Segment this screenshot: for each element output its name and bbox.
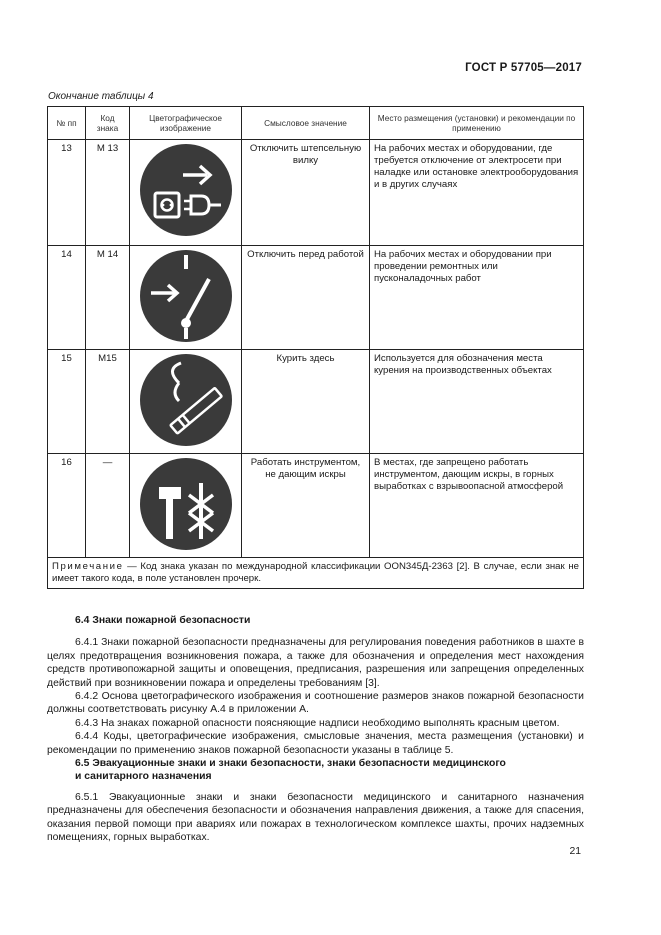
smoking-area-icon: [139, 353, 233, 447]
section-title: 6.5 Эвакуационные знаки и знаки безопасности, знаки безопасности медицинского: [75, 758, 506, 769]
row-place: На рабочих местах и оборудовании при проведении ремонтных или пусконаладочных работ: [370, 246, 584, 350]
col-header-num: № пп: [48, 107, 86, 140]
row-place: Используется для обозначения места курения на производственных объектах: [370, 350, 584, 454]
col-header-code: Код знака: [86, 107, 130, 140]
section-6-5: [47, 757, 584, 844]
row-code: М15: [86, 350, 130, 454]
signs-table: [47, 106, 584, 589]
paragraph: 6.4.2 Основа цветографического изображения и соотношение размеров знаков пожарной безопасности должны соответствовать рисунку А.4 в приложении А.: [47, 691, 584, 716]
unplug-icon: [139, 143, 233, 237]
section-title-cont: и санитарного назначения: [75, 771, 212, 783]
note-label: Примечание: [52, 561, 124, 572]
row-code: —: [86, 454, 130, 558]
row-meaning: Курить здесь: [242, 350, 370, 454]
switch-off-icon: [139, 249, 233, 343]
col-header-meaning: Смысловое значение: [242, 107, 370, 140]
table-caption: Окончание таблицы 4: [48, 91, 154, 102]
section-title: 6.4 Знаки пожарной безопасности: [75, 615, 251, 626]
row-meaning: Отключить перед работой: [242, 246, 370, 350]
row-place: На рабочих местах и оборудовании, где требуется отключение от электросети при наладке или остановке электрооборудования и в других случаях: [370, 140, 584, 246]
row-code: М 14: [86, 246, 130, 350]
row-meaning: Работать инструментом, не дающим искры: [242, 454, 370, 558]
table-row: [48, 246, 584, 350]
table-row: [48, 140, 584, 246]
section-6-4: [47, 614, 584, 757]
row-num: 16: [48, 454, 86, 558]
paragraph: 6.5.1 Эвакуационные знаки и знаки безопасности медицинского и санитарного назначения предназначены для обеспечения безопасности и обозначения направления движения, а также для спасения, оказания первой помощи при авариях или пожарах в технологическом комплексе шахты, прочих надземных помещениях, горных выработках.: [47, 791, 584, 844]
col-header-place: Место размещения (установки) и рекомендации по применению: [370, 107, 584, 140]
row-num: 15: [48, 350, 86, 454]
table-row: [48, 350, 584, 454]
non-sparking-tools-icon: [139, 457, 233, 551]
row-num: 14: [48, 246, 86, 350]
table-row: [48, 454, 584, 558]
paragraph: 6.4.3 На знаках пожарной опасности поясняющие надписи необходимо выполнять красным цветом.: [75, 717, 560, 729]
table-header-row: [48, 107, 584, 140]
page-number: 21: [569, 846, 581, 857]
row-num: 13: [48, 140, 86, 246]
col-header-image: Цветографическое изображение: [130, 107, 242, 140]
row-meaning: Отключить штепсельную вилку: [242, 140, 370, 246]
row-place: В местах, где запрещено работать инструментом, дающим искры, в горных выработках с взрывоопасной атмосферой: [370, 454, 584, 558]
row-code: М 13: [86, 140, 130, 246]
document-code: ГОСТ Р 57705—2017: [465, 62, 582, 74]
paragraph: 6.4.1 Знаки пожарной безопасности предназначены для регулирования поведения работников в шахте в целях предотвращения возникновения пожара, а также для обозначения и определения мест нахождения средств противопожарной защиты и оповещения, предписания, разрешения или запрещения определенных действий при возникновении пожара и определены требованиям [3].: [47, 637, 584, 689]
paragraph: 6.4.4 Коды, цветографические изображения, смысловые значения, места размещения (установки) и рекомендации по применению знаков пожарной безопасности указаны в таблице 5.: [47, 731, 584, 756]
note-text: — Код знака указан по международной классификации ООN345Д-2363 [2]. В случае, если знак не имеет такого кода, в поле установлен прочерк.: [52, 561, 579, 584]
table-note-row: [48, 558, 584, 589]
